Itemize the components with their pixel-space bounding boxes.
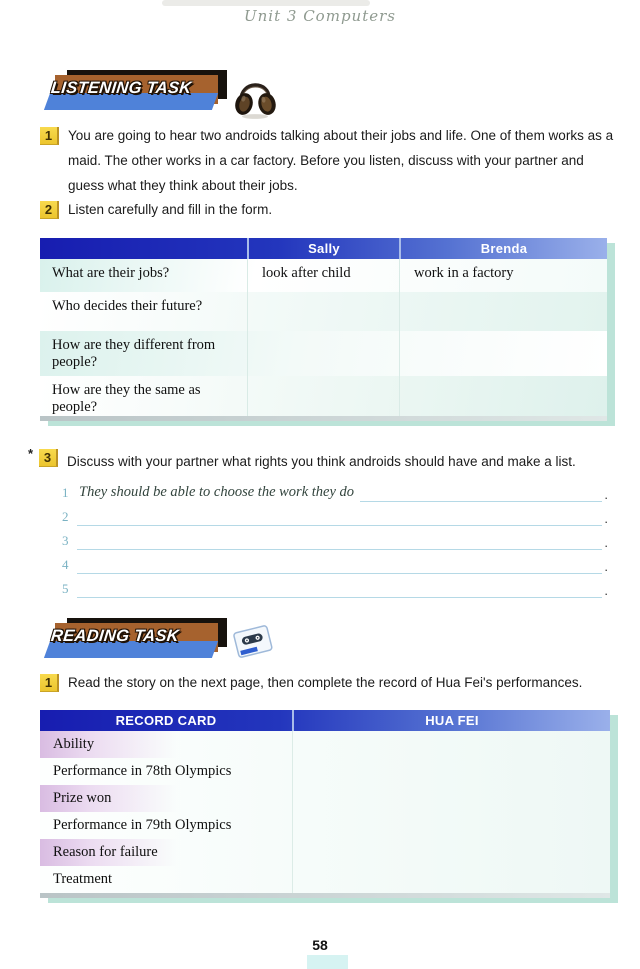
record-label-cell: Performance in 79th Olympics: [53, 817, 232, 833]
record-row: [40, 839, 610, 866]
line-period: .: [604, 511, 608, 526]
record-row: [40, 785, 610, 812]
record-value-cell: [292, 758, 610, 785]
writing-rule: [77, 501, 602, 526]
line-period: .: [604, 583, 608, 598]
form-answer-cell-sally: look after child: [247, 259, 399, 292]
handwritten-answer: They should be able to choose the work they do: [79, 484, 355, 500]
task-number-badge: 1: [40, 127, 59, 145]
line-period: .: [604, 559, 608, 574]
record-value-cell: [292, 839, 610, 866]
form-question-cell: What are their jobs?: [52, 265, 170, 281]
record-row: [40, 758, 610, 785]
record-row: [40, 812, 610, 839]
optional-task-star: *: [28, 446, 34, 461]
answer-line-list: [62, 478, 608, 598]
record-value-cell: [292, 866, 610, 893]
record-label-cell: Performance in 78th Olympics: [53, 763, 232, 779]
task-number-badge: 3: [39, 449, 58, 467]
table-bottom-edge: [40, 893, 610, 898]
form-question-cell: How are they different from people?: [52, 337, 216, 370]
form-answer-cell-brenda: [399, 292, 607, 331]
line-period: .: [604, 535, 608, 550]
listening-task-1: [40, 127, 620, 198]
form-answer-cell-brenda: [399, 376, 607, 416]
listening-task-3: [28, 446, 627, 474]
answer-line: [62, 574, 608, 598]
record-value-cell: [292, 731, 610, 758]
record-table-header: [40, 710, 610, 731]
line-number: 5: [62, 581, 69, 596]
form-row: [40, 331, 607, 376]
record-label-cell: Prize won: [53, 790, 112, 806]
page-number-tab: [307, 955, 348, 969]
listening-banner-label: LISTENING TASK: [50, 79, 193, 97]
form-row: [40, 376, 607, 416]
record-label-cell: Ability: [53, 736, 95, 752]
cassette-icon: [229, 620, 277, 664]
line-number: 3: [62, 533, 69, 548]
record-label-cell: Treatment: [53, 871, 113, 887]
listening-task-2: [40, 201, 272, 222]
column-header-brenda: Brenda: [399, 238, 607, 259]
record-row: [40, 731, 610, 758]
form-answer-cell-brenda: [399, 331, 607, 376]
page-number: 58: [312, 937, 328, 953]
line-period: .: [604, 487, 608, 502]
task-number-badge: 2: [40, 201, 59, 219]
line-number: 4: [62, 557, 69, 572]
column-header-blank: [40, 238, 247, 259]
unit-title: Unit 3 Computers: [244, 7, 396, 25]
form-answer-cell-brenda: work in a factory: [399, 259, 607, 292]
column-header-sally: Sally: [247, 238, 399, 259]
column-header-hua-fei: HUA FEI: [292, 710, 610, 731]
form-question-cell: How are they the same as people?: [52, 382, 201, 415]
answer-line: [62, 526, 608, 550]
form-row: [40, 259, 607, 292]
form-answer-cell-sally: [247, 331, 399, 376]
writing-rule: [360, 477, 602, 502]
line-number: 2: [62, 509, 69, 524]
headphones-icon: [231, 70, 279, 120]
answer-line: [62, 478, 608, 502]
answer-line: [62, 550, 608, 574]
form-table-header: [40, 238, 607, 259]
line-number: 1: [62, 485, 69, 500]
record-label-cell: Reason for failure: [53, 844, 158, 860]
form-question-cell: Who decides their future?: [52, 298, 203, 314]
task-text: You are going to hear two androids talking about their jobs and life. One of them works as a maid. The other works in a car factory. Before you listen, discuss with your partner and guess what they think about their jobs.: [68, 128, 614, 193]
record-row: [40, 866, 610, 893]
task-text: Discuss with your partner what rights you think androids should have and make a list.: [67, 454, 576, 469]
form-answer-cell-sally: [247, 376, 399, 416]
writing-rule: [77, 525, 602, 550]
record-value-cell: [292, 785, 610, 812]
writing-rule: [77, 573, 602, 598]
form-row: [40, 292, 607, 331]
task-text: Listen carefully and fill in the form.: [68, 202, 273, 217]
task-number-badge: 1: [40, 674, 59, 692]
reading-banner-label: READING TASK: [50, 627, 180, 645]
reading-task-1: [40, 674, 628, 695]
task-text: Read the story on the next page, then complete the record of Hua Fei's performances.: [68, 675, 583, 690]
column-header-record-card: RECORD CARD: [115, 713, 217, 728]
listening-form-table: [40, 238, 607, 421]
record-card-table: [40, 710, 610, 898]
scan-artifact: [162, 0, 370, 6]
table-bottom-edge: [40, 416, 607, 421]
writing-rule: [77, 549, 602, 574]
answer-line: [62, 502, 608, 526]
record-value-cell: [292, 812, 610, 839]
form-answer-cell-sally: [247, 292, 399, 331]
